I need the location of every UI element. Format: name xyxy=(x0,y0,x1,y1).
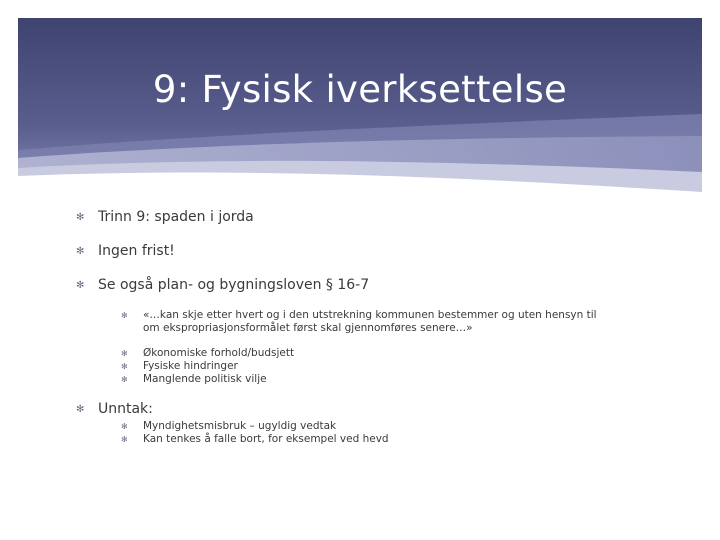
slide-header-banner xyxy=(18,18,702,198)
bullet-text: Unntak: xyxy=(98,401,153,417)
bullet-text: Ingen frist! xyxy=(98,243,175,259)
sub-bullet-text: Fysiske hindringer xyxy=(143,360,238,372)
slide-content xyxy=(76,208,676,446)
bullet-item xyxy=(76,276,676,294)
asterisk-icon: ✻ xyxy=(121,435,128,444)
slide-title: 9: Fysisk iverksettelse xyxy=(152,68,568,111)
bullet-item xyxy=(76,400,676,418)
bullet-text: Se også plan- og bygningsloven § 16-7 xyxy=(98,277,370,293)
bullet-item xyxy=(76,208,676,226)
bullet-text: Trinn 9: spaden i jorda xyxy=(98,209,254,225)
sub-bullet-text: Økonomiske forhold/budsjett xyxy=(143,347,295,359)
asterisk-icon: ✻ xyxy=(121,311,128,320)
sub-bullet-item xyxy=(121,433,676,446)
asterisk-icon: ✻ xyxy=(121,422,128,431)
sub-bullet-text: «…kan skje etter hvert og i den utstrekning kommunen bestemmer og uten hensyn til om ekspropriasjonsformålet først skal gjennomføres senere…» xyxy=(143,309,597,334)
asterisk-icon: ✻ xyxy=(76,212,85,223)
sub-bullet-group xyxy=(76,347,676,386)
sub-bullet-text: Kan tenkes å falle bort, for eksempel ved hevd xyxy=(143,433,389,445)
bullet-item xyxy=(76,242,676,260)
asterisk-icon: ✻ xyxy=(76,246,85,257)
sub-bullet-item xyxy=(121,373,676,386)
sub-bullet-item xyxy=(121,347,676,360)
sub-bullet-text: Myndighetsmisbruk – ugyldig vedtak xyxy=(143,420,337,432)
asterisk-icon: ✻ xyxy=(121,349,128,358)
asterisk-icon: ✻ xyxy=(76,280,85,291)
asterisk-icon: ✻ xyxy=(76,404,85,415)
sub-bullet-item xyxy=(121,309,613,335)
sub-bullet-item xyxy=(121,360,676,373)
sub-bullet-item xyxy=(121,420,676,433)
asterisk-icon: ✻ xyxy=(121,375,128,384)
sub-bullet-text: Manglende politisk vilje xyxy=(143,373,267,385)
asterisk-icon: ✻ xyxy=(121,362,128,371)
